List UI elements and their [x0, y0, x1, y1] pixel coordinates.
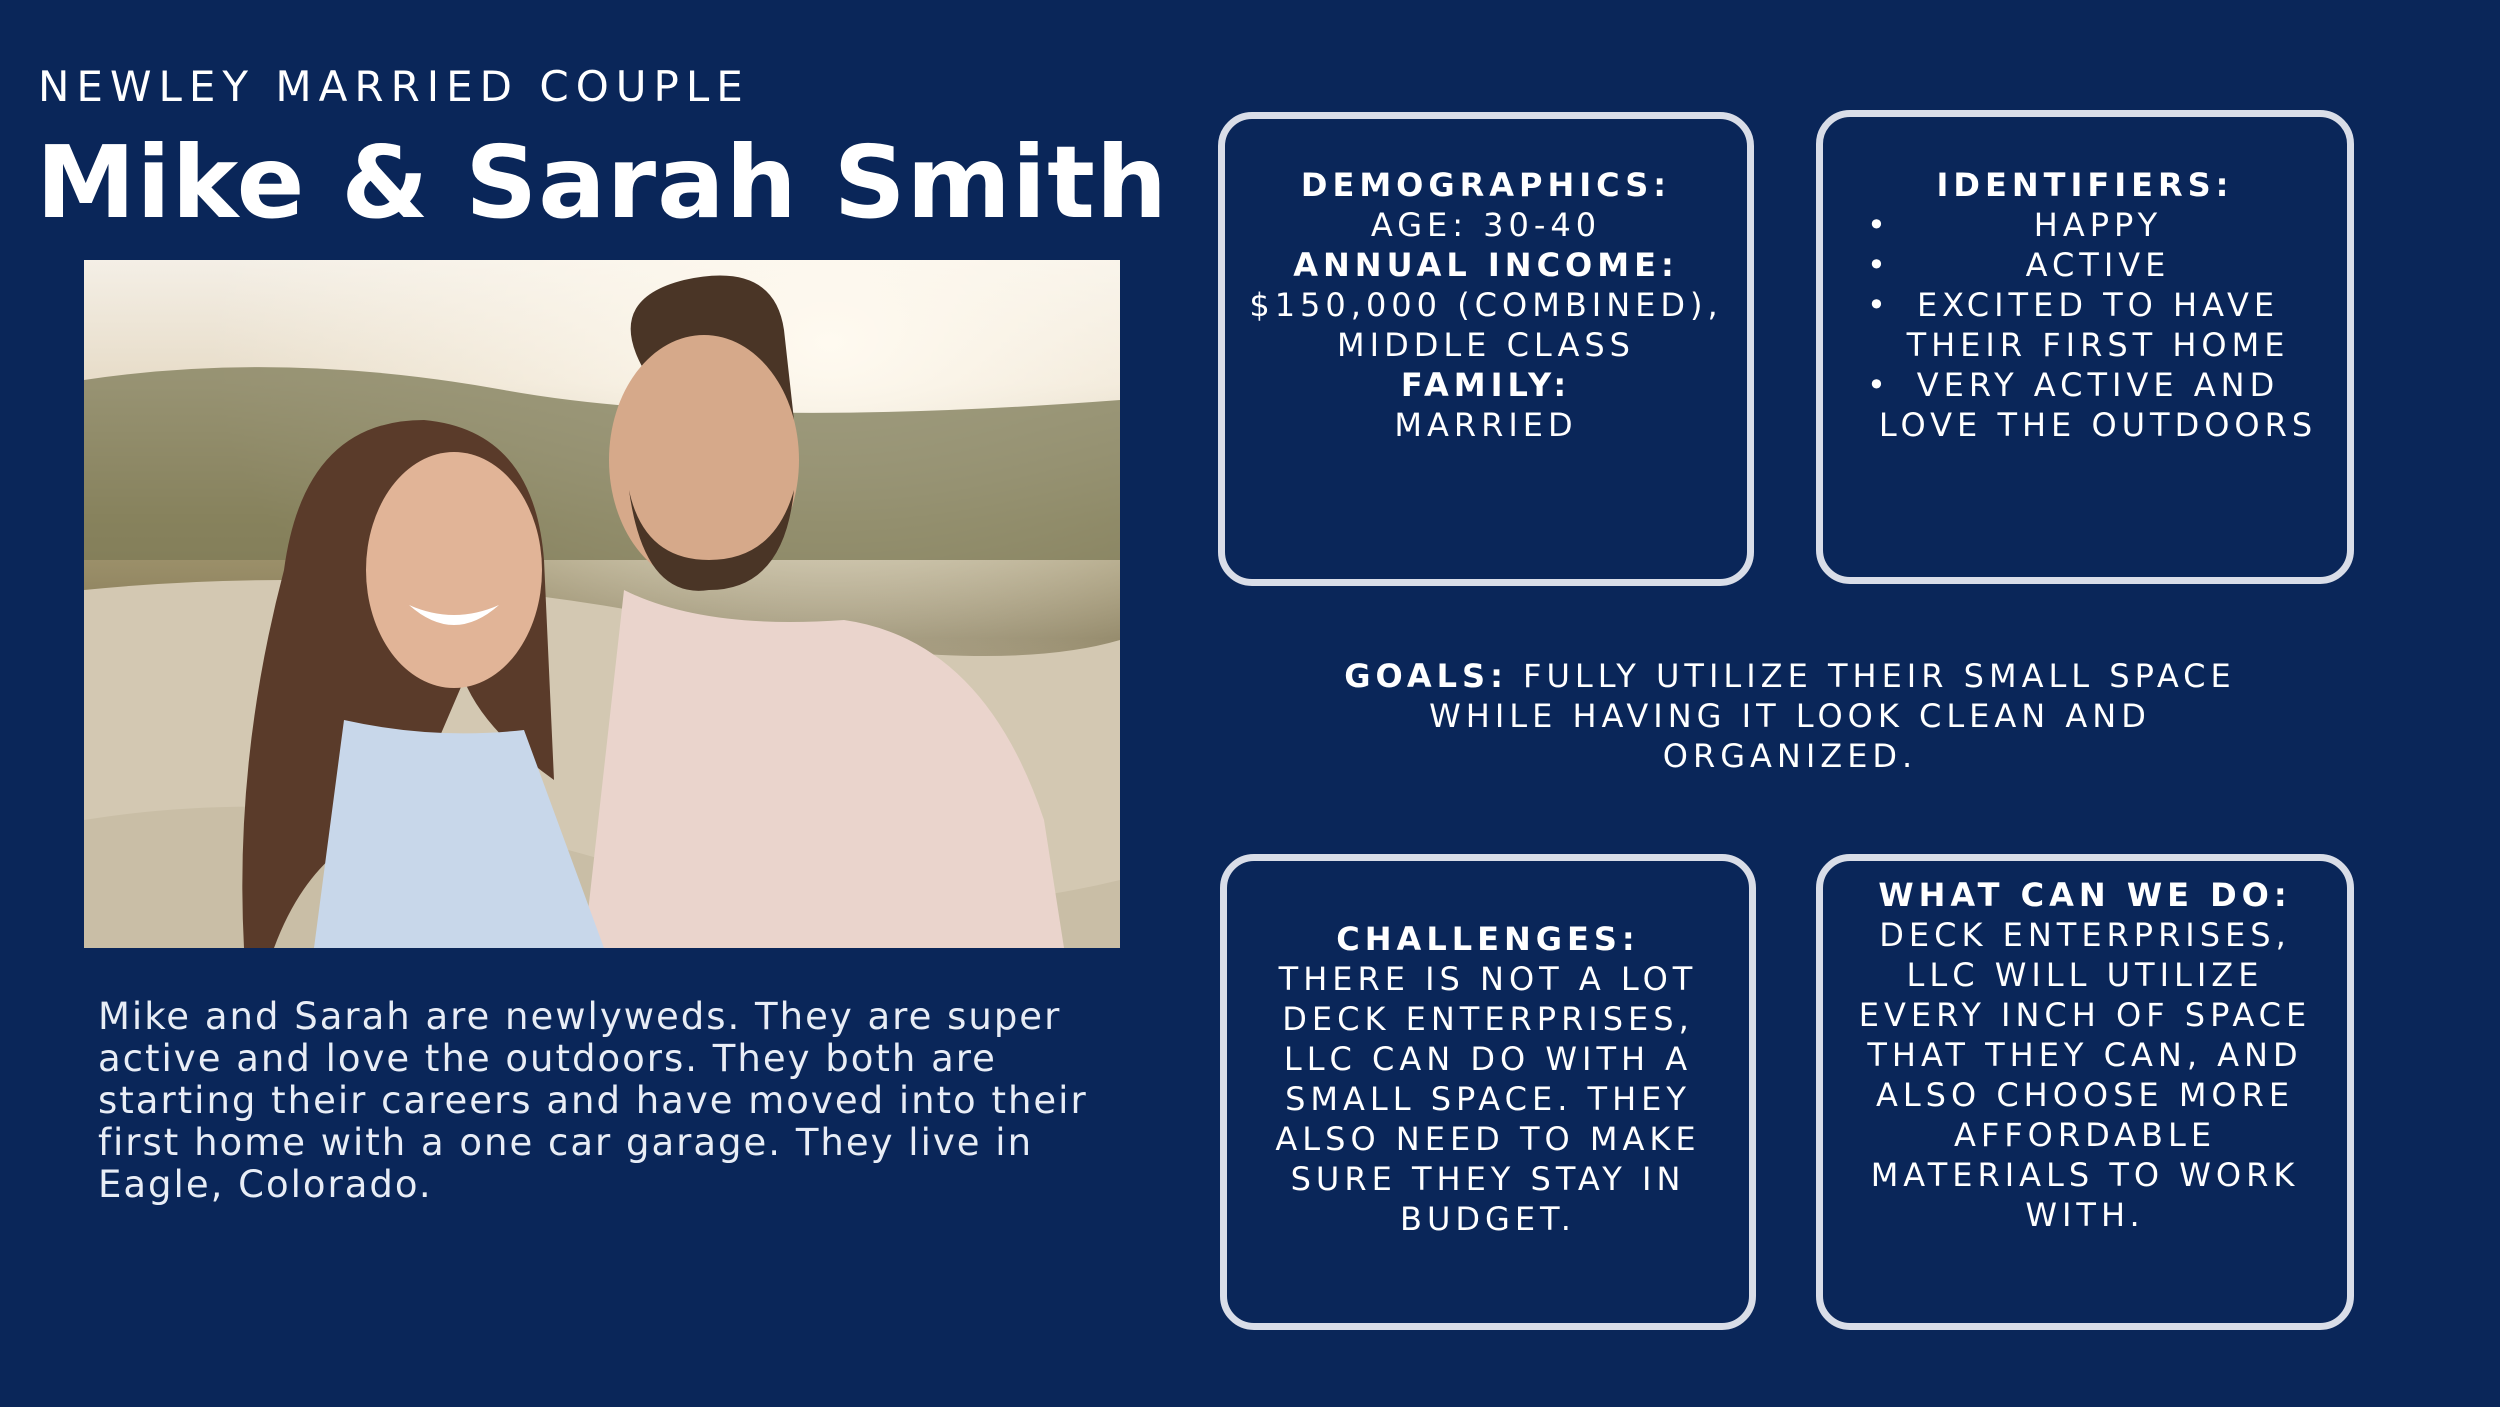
challenges-text: THERE IS NOT A LOT DECK ENTERPRISES, LLC CAN DO WITH A SMALL SPACE. THEY ALSO NEED TO MAKE SURE THEY STAY IN BUDGET.: [1275, 960, 1701, 1238]
what-can-we-do-text: DECK ENTERPRISES, LLC WILL UTILIZE EVERY INCH OF SPACE THAT THEY CAN, AND ALSO CHOOSE MORE AFFORDABLE MATERIALS TO WORK WITH.: [1858, 916, 2312, 1234]
identifier-item: • VERY ACTIVE AND LOVE THE OUTDOORS: [1841, 365, 2329, 445]
persona-subtitle: NEWLEY MARRIED COUPLE: [38, 62, 750, 111]
persona-name-title: Mike & Sarah Smith: [36, 124, 1169, 241]
family-value: MARRIED: [1394, 406, 1578, 444]
couple-photo-illustration: [84, 260, 1120, 948]
what-can-we-do-heading: WHAT CAN WE DO:: [1878, 876, 2292, 914]
identifier-item: • EXCITED TO HAVE THEIR FIRST HOME: [1841, 285, 2329, 365]
identifiers-card: [1816, 110, 2354, 584]
challenges-heading: CHALLENGES:: [1336, 920, 1640, 958]
family-heading: FAMILY:: [1400, 366, 1572, 404]
challenges-card: [1220, 854, 1756, 1330]
demographics-age: AGE: 30-40: [1370, 206, 1602, 244]
persona-bio: Mike and Sarah are newlyweds. They are super active and love the outdoors. They both are starting their careers and have moved into their first home with a one car garage. They live in Eagle, Colorado.: [98, 995, 1088, 1206]
identifiers-list: [1841, 205, 2329, 445]
goals-heading: GOALS:: [1344, 657, 1508, 695]
couple-photo: [84, 260, 1120, 948]
identifier-item: • ACTIVE: [1841, 245, 2329, 285]
demographics-heading: DEMOGRAPHICS:: [1300, 166, 1672, 204]
income-heading: ANNUAL INCOME:: [1293, 246, 1679, 284]
identifier-item: • HAPPY: [1841, 205, 2329, 245]
income-value: $150,000 (COMBINED), MIDDLE CLASS: [1249, 286, 1723, 364]
goals-text: FULLY UTILIZE THEIR SMALL SPACE WHILE HAVING IT LOOK CLEAN AND ORGANIZED.: [1429, 657, 2236, 775]
demographics-card: [1218, 112, 1754, 586]
identifiers-heading: IDENTIFIERS:: [1936, 166, 2234, 204]
goals-text-block: [1300, 656, 2280, 776]
what-can-we-do-card: [1816, 854, 2354, 1330]
